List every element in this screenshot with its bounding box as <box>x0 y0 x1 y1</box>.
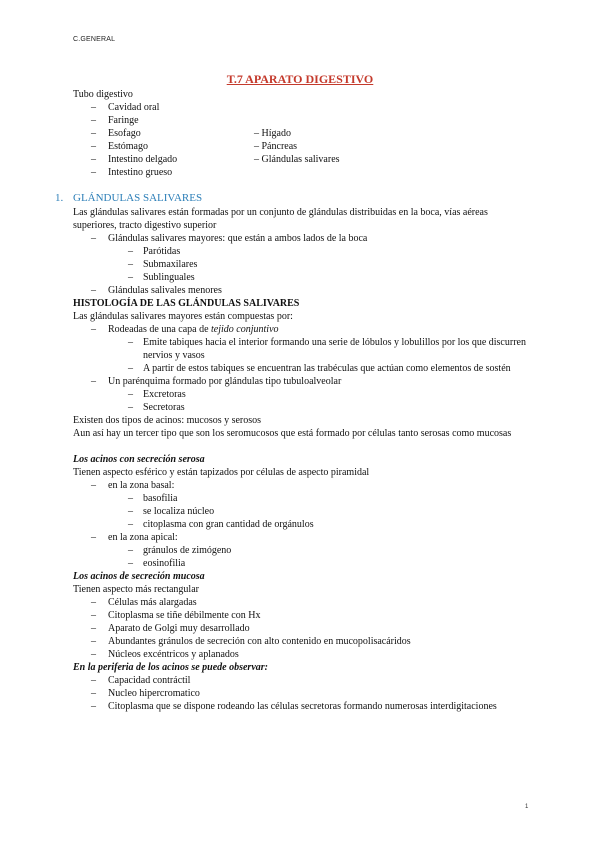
paragraph: Tienen aspecto esférico y están tapizados por células de aspecto piramidal <box>73 467 370 478</box>
subsection-heading: Los acinos de secreción mucosa <box>73 571 205 582</box>
list-item: – citoplasma con gran cantidad de orgánulos <box>128 519 314 530</box>
subsection-heading: En la periferia de los acinos se puede observar: <box>73 662 268 673</box>
list-item: – Glándulas salivales menores <box>91 285 222 296</box>
paragraph: Las glándulas salivares están formadas por un conjunto de glándulas distribuidas en la boca, vías aéreas superiores, tracto digestivo superior <box>73 207 488 231</box>
list-item: – Citoplasma se tiñe débilmente con Hx <box>91 610 261 621</box>
list-item: – en la zona basal: <box>91 480 175 491</box>
intro-label: Tubo digestivo <box>73 89 133 100</box>
list-item: – Emite tabiques hacia el interior formando una serie de lóbulos y lobulillos por los que discurren nervios y vasos <box>128 337 526 361</box>
list-item: – Submaxilares <box>128 259 198 270</box>
list-item: – gránulos de zimógeno <box>128 545 232 556</box>
list-item: – eosinofilia <box>128 558 186 569</box>
paragraph: Aun así hay un tercer tipo que son los seromucosos que está formado por células tanto serosas como mucosas <box>73 428 512 439</box>
list-item: – Células más alargadas <box>91 597 197 608</box>
list-item: – Citoplasma que se dispone rodeando las células secretoras formando numerosas interdigitaciones <box>91 701 497 712</box>
list-item: – A partir de estos tabiques se encuentran las trabéculas que actúan como elementos de sostén <box>128 363 511 374</box>
list-item-right: – Hígado <box>254 128 291 139</box>
list-item: – Capacidad contráctil <box>91 675 191 686</box>
list-item: – Un parénquima formado por glándulas tipo tubuloalveolar <box>91 376 342 387</box>
list-item-right: – Páncreas <box>254 141 298 152</box>
page-number: 1 <box>525 804 529 810</box>
page-header: C.GENERAL <box>73 36 116 43</box>
list-item: – Esofago – Hígado <box>91 128 291 139</box>
list-item: – Glándulas salivares mayores: que están a ambos lados de la boca <box>91 233 368 244</box>
paragraph: Las glándulas salivares mayores están compuestas por: <box>73 311 293 322</box>
list-item: – Intestino delgado – Glándulas salivares <box>91 154 340 165</box>
list-item: – Estómago – Páncreas <box>91 141 298 152</box>
paragraph: Existen dos tipos de acinos: mucosos y serosos <box>73 415 262 426</box>
subsection-heading: HISTOLOGÍA DE LAS GLÁNDULAS SALIVARES <box>73 298 300 309</box>
list-item: – Nucleo hipercromatico <box>91 688 200 699</box>
list-item: – Cavidad oral <box>91 102 160 113</box>
list-item: – Abundantes gránulos de secreción con alto contenido en mucopolisacáridos <box>91 636 411 647</box>
list-item-right: – Glándulas salivares <box>254 154 340 165</box>
paragraph: Tienen aspecto más rectangular <box>73 584 199 595</box>
list-item: – Secretoras <box>128 402 185 413</box>
page-title: T.7 APARATO DIGESTIVO <box>226 72 374 86</box>
list-item: – Excretoras <box>128 389 186 400</box>
list-item: – Sublinguales <box>128 272 195 283</box>
list-item: – Faringe <box>91 115 139 126</box>
list-item: – Rodeadas de una capa de tejido conjuntivo <box>91 324 279 335</box>
list-item: – Aparato de Golgi muy desarrollado <box>91 623 250 634</box>
list-item: – Parótidas <box>128 246 181 257</box>
section-heading: 1. GLÁNDULAS SALIVARES <box>55 192 203 204</box>
subsection-heading: Los acinos con secreción serosa <box>73 454 205 465</box>
list-item: – en la zona apical: <box>91 532 178 543</box>
list-item: – se localiza núcleo <box>128 506 215 517</box>
list-item: – Núcleos excéntricos y aplanados <box>91 649 239 660</box>
list-item: – Intestino grueso <box>91 167 173 178</box>
document-body <box>55 88 533 713</box>
list-item: – basofilia <box>128 493 178 504</box>
